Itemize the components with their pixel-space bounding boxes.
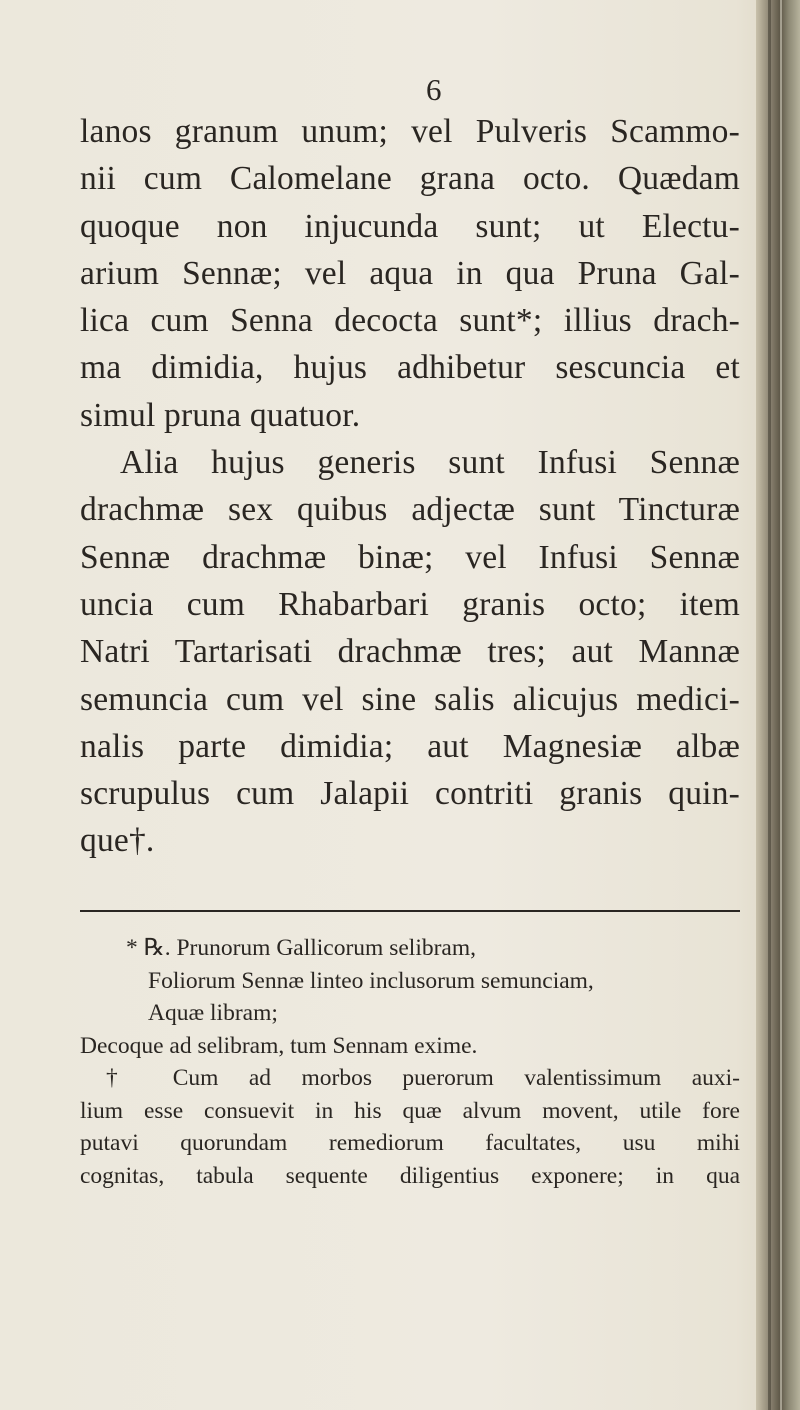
text-line: que†. [80, 822, 155, 860]
text-line: simul pruna quatuor. [80, 396, 361, 434]
footnote-line: putavi quorundam remediorum facultates, usu mihi [80, 1130, 740, 1156]
text-line: Sennæ drachmæ binæ; vel Infusi Sennæ [80, 538, 740, 576]
footnote-line: Decoque ad selibram, tum Sennam exime. [80, 1032, 478, 1059]
text-line: drachmæ sex quibus adjectæ sunt Tincturæ [80, 491, 740, 529]
footnote-line: Foliorum Sennæ linteo inclusorum semunciam, [148, 967, 594, 994]
text-line: lanos granum unum; vel Pulveris Scammo- [80, 113, 740, 150]
text-line: ma dimidia, hujus adhibetur sescuncia et [80, 349, 740, 387]
text-line: semuncia cum vel sine salis alicujus medici- [80, 680, 740, 718]
text-line: lica cum Senna decocta sunt*; illius drach- [80, 302, 740, 340]
footnote-line: Aquæ libram; [148, 1000, 278, 1026]
footnote-line: cognitas, tabula sequente diligentius exponere; in qua [80, 1162, 740, 1189]
text-line: arium Sennæ; vel aqua in qua Pruna Gal- [80, 254, 740, 292]
paragraph-start-line: Alia hujus generis sunt Infusi Sennæ [120, 444, 740, 482]
text-line: nii cum Calomelane grana octo. Quædam [80, 160, 740, 198]
page-number: 6 [426, 72, 442, 107]
footnote-line: lium esse consuevit in his quæ alvum movent, utile fore [80, 1097, 740, 1124]
footnote-separator-rule [80, 910, 740, 912]
footnote-line: * ℞. Prunorum Gallicorum selibram, [126, 935, 477, 961]
main-text-block [80, 108, 740, 865]
text-line: quoque non injucunda sunt; ut Electu- [80, 207, 740, 245]
text-line: nalis parte dimidia; aut Magnesiæ albæ [80, 727, 740, 765]
text-line: Natri Tartarisati drachmæ tres; aut Mannæ [80, 633, 740, 671]
footnote-line: † Cum ad morbos puerorum valentissimum auxi- [106, 1065, 740, 1091]
text-line: scrupulus cum Jalapii contriti granis quin- [80, 775, 740, 813]
footnotes-block [80, 932, 740, 1192]
book-binding-edge [756, 0, 800, 1410]
text-line: uncia cum Rhabarbari granis octo; item [80, 585, 740, 623]
